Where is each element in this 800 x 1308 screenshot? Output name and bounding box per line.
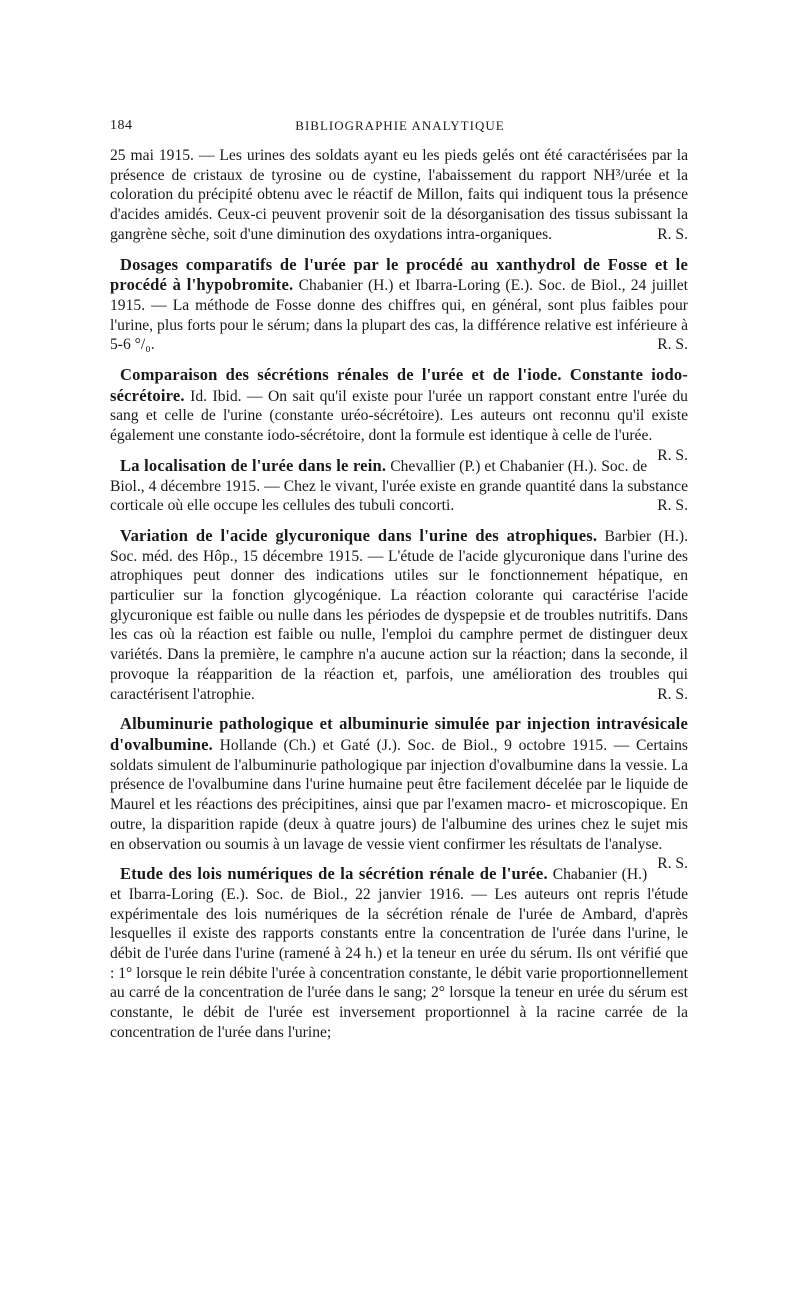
entry-text: Id. Ibid. — On sait qu'il existe pour l'urée un rapport constant entre l'urée du sang et celle de l'urine (constante uréo-sécrétoire). Les auteurs ont reconnu qu'il existe également une constante iodo-sécrétoire, dont la formule est identique à celle de l'urée. — [110, 387, 688, 445]
entry-signature: R. S. — [657, 336, 688, 354]
page-body — [110, 146, 688, 1053]
entry-acide-glycuronique — [110, 526, 688, 704]
entry-signature: R. S. — [657, 685, 688, 703]
entry-title: Dosages comparatifs de l'urée par le procédé au xanthydrol de Fosse et le procédé à l'hypobromite. — [110, 254, 688, 295]
entry-text: Chabanier (H.) et Ibarra-Loring (E.). Soc. de Biol., 24 juillet 1915. — La méthode de Fosse donne des chiffres qui, en général, sont plus faibles pour l'urine, plus forts pour le sérum; dans la plupart des cas, la différence relative est inférieure à 5-6 °/₀. — [110, 277, 688, 354]
entry-title: Comparaison des sécrétions rénales de l'urée et de l'iode. Constante iodo-sécrétoire. — [110, 365, 688, 405]
entry-text: Barbier (H.). Soc. méd. des Hôp., 15 décembre 1915. — L'étude de l'acide glycuronique dans l'urine des atrophiques peut donner des indications utiles sur le fonctionnement hépatique, en particulier sur la fonction glycogénique. La réaction colorante qui caractérise l'acide glycuronique est faible ou nulle dans les périodes de dyspepsie et de troubles nutritifs. Dans les cas où la réaction est faible ou nulle, l'emploi du camphre permet de distinguer deux variétés. Dans la première, le camphre n'a aucune action sur la réaction; dans la seconde, il provoque la réapparition de la réaction et, parfois, une amélioration des troubles qui caractérisent l'atrophie. — [110, 527, 688, 703]
entry-comparaison-secretions — [110, 365, 688, 464]
entry-signature: R. S. — [657, 446, 688, 464]
running-header — [110, 118, 690, 140]
entry-albuminurie — [110, 714, 688, 873]
entry-text: 25 mai 1915. — Les urines des soldats ayant eu les pieds gelés ont été caractérisées par la présence de cristaux de tyrosine ou de cystine, l'abaissement du rapport NH³/urée et la coloration du précipité obtenu avec le réactif de Millon, faits qui indiquent tous la présence d'acides amidés. Ceux-ci peuvent provenir soit de la désorganisation des tissus subissant la gangrène sèche, soit d'une diminution des oxydations intra-organiques. — [110, 147, 688, 243]
entry-title: Variation de l'acide glycuronique dans l'urine des atrophiques. — [120, 525, 598, 545]
entry-title: Etude des lois numériques de la sécrétion rénale de l'urée. — [120, 864, 548, 884]
entry-text: Chabanier (H.) et Ibarra-Loring (E.). Soc. de Biol., 22 janvier 1916. — Les auteurs ont repris l'étude expérimentale des lois numériques de la sécrétion rénale de l'urée de Ambard, d'après lesquelles il existe des rapports constants entre la concentration de l'urée dans l'urine, le débit de l'urée dans l'urine (ramené à 24 h.) et la teneur en urée du sérum. Ils ont vérifié que : 1° lorsque le rein débite l'urée à concentration constante, le débit varie proportionnellement au carré de la concentration de l'urée dans le sang; 2° lorsque la teneur en urée du sérum est constante, le débit de l'urée est inversement proportionnel à la racine carrée de la concentration de l'urée dans l'urine; — [110, 866, 689, 1041]
entry-continued — [110, 146, 688, 245]
page-number: 184 — [110, 118, 133, 133]
entry-signature: R. S. — [657, 855, 688, 873]
entry-signature: R. S. — [657, 497, 688, 515]
entry-text: Chevallier (P.) et Chabanier (H.). Soc. de Biol., 4 décembre 1915. — Chez le vivant, l'urée existe en grande quantité dans la substance corticale où elle occupe les cellules des tubuli concorti. — [110, 457, 688, 515]
entry-title: La localisation de l'urée dans le rein. — [120, 455, 387, 475]
entry-dosages-comparatifs — [110, 255, 688, 356]
entry-text: Hollande (Ch.) et Gaté (J.). Soc. de Biol., 9 octobre 1915. — Certains soldats simulent de l'albuminurie pathologique par injection d'ovalbumine dans la vessie. La présence de l'ovalbumine dans l'urine humaine peut être facilement décelée par le liquide de Maurel et les réactions des précipitines, ainsi que par l'examen macro- et microscopique. En outre, la disparition rapide (deux à quatre jours) de l'albumine des urines chez le sujet mis en observation ou soumis à un lavage de vessie vient confirmer les résultats de l'analyse. — [110, 736, 688, 853]
running-title: BIBLIOGRAPHIE ANALYTIQUE — [295, 118, 505, 133]
entry-localisation-uree — [110, 456, 688, 516]
entry-title: Albuminurie pathologique et albuminurie simulée par injection intravésicale d'ovalbumine. — [110, 714, 688, 754]
entry-lois-numeriques — [110, 864, 688, 1042]
entry-signature: R. S. — [657, 225, 688, 243]
